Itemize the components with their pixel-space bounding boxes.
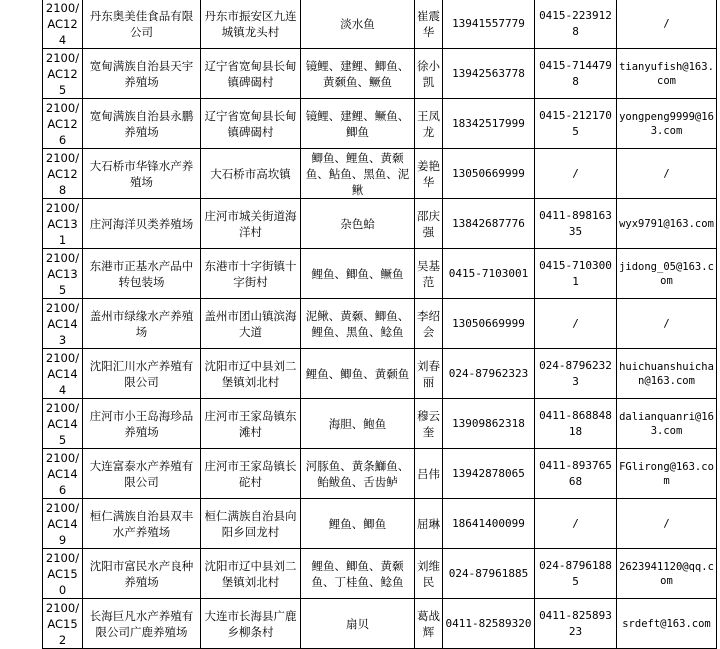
email-cell: tianyufish@163.com <box>617 49 717 99</box>
mobile-cell: 024-87961885 <box>443 549 535 599</box>
farm-name-cell: 庄河市小王岛海珍品养殖场 <box>83 399 201 449</box>
farm-address-cell: 沈阳市辽中县刘二堡镇刘北村 <box>201 349 301 399</box>
email-cell: yongpeng9999@163.com <box>617 99 717 149</box>
mobile-cell: 13842687776 <box>443 199 535 249</box>
email-cell: / <box>617 299 717 349</box>
farm-address-cell: 东港市十字街镇十字街村 <box>201 249 301 299</box>
email-cell: / <box>617 499 717 549</box>
contact-person-cell: 姜艳华 <box>415 149 443 199</box>
table-row <box>43 199 717 249</box>
farm-code-cell: 2100/AC131 <box>43 199 83 249</box>
email-cell: / <box>617 149 717 199</box>
farm-code-cell: 2100/AC143 <box>43 299 83 349</box>
table-row <box>43 299 717 349</box>
farm-name-cell: 长海巨凡水产养殖有限公司广鹿养殖场 <box>83 599 201 649</box>
contact-person-cell: 王凤龙 <box>415 99 443 149</box>
registry-table <box>42 0 717 649</box>
farm-name-cell: 丹东奥美佳食品有限公司 <box>83 0 201 49</box>
farm-address-cell: 大石桥市高坎镇 <box>201 149 301 199</box>
table-row <box>43 149 717 199</box>
farm-name-cell: 大石桥市华锋水产养殖场 <box>83 149 201 199</box>
phone-cell: / <box>535 299 617 349</box>
mobile-cell: 13050669999 <box>443 299 535 349</box>
farm-address-cell: 盖州市团山镇滨海大道 <box>201 299 301 349</box>
mobile-cell: 13942878065 <box>443 449 535 499</box>
farm-name-cell: 沈阳汇川水产养殖有限公司 <box>83 349 201 399</box>
contact-person-cell: 徐小凯 <box>415 49 443 99</box>
contact-person-cell: 葛战辉 <box>415 599 443 649</box>
farm-name-cell: 沈阳市富民水产良种养殖场 <box>83 549 201 599</box>
table-row <box>43 349 717 399</box>
phone-cell: 0415-7144798 <box>535 49 617 99</box>
table-row <box>43 249 717 299</box>
mobile-cell: 18641400099 <box>443 499 535 549</box>
farm-address-cell: 庄河市王家岛镇东滩村 <box>201 399 301 449</box>
species-cell: 鲫鱼、鲤鱼、黄颡鱼、鲇鱼、黑鱼、泥鳅 <box>301 149 415 199</box>
species-cell: 河豚鱼、黄条鰤鱼、鲐鲅鱼、舌齿鲈 <box>301 449 415 499</box>
email-cell: dalianquanri@163.com <box>617 399 717 449</box>
mobile-cell: 18342517999 <box>443 99 535 149</box>
farm-name-cell: 大连富泰水产养殖有限公司 <box>83 449 201 499</box>
email-cell: jidong_05@163.com <box>617 249 717 299</box>
species-cell: 海胆、鲍鱼 <box>301 399 415 449</box>
farm-name-cell: 宽甸满族自治县天宇养殖场 <box>83 49 201 99</box>
species-cell: 鲤鱼、鲫鱼、黄颡鱼 <box>301 349 415 399</box>
mobile-cell: 024-87962323 <box>443 349 535 399</box>
table-row <box>43 549 717 599</box>
species-cell: 鲤鱼、鲫鱼、鳜鱼 <box>301 249 415 299</box>
contact-person-cell: 吴基范 <box>415 249 443 299</box>
table-body <box>43 0 717 649</box>
contact-person-cell: 崔震华 <box>415 0 443 49</box>
table-row <box>43 49 717 99</box>
phone-cell: 0411-89376568 <box>535 449 617 499</box>
farm-address-cell: 庄河市王家岛镇长砣村 <box>201 449 301 499</box>
farm-name-cell: 庄河海洋贝类养殖场 <box>83 199 201 249</box>
farm-address-cell: 大连市长海县广鹿乡柳条村 <box>201 599 301 649</box>
phone-cell: / <box>535 149 617 199</box>
species-cell: 鲤鱼、鲫鱼、黄颡鱼、丁桂鱼、鲶鱼 <box>301 549 415 599</box>
phone-cell: 024-87962323 <box>535 349 617 399</box>
phone-cell: 0415-2239128 <box>535 0 617 49</box>
farm-address-cell: 沈阳市辽中县刘二堡镇刘北村 <box>201 549 301 599</box>
contact-person-cell: 刘春丽 <box>415 349 443 399</box>
farm-code-cell: 2100/AC149 <box>43 499 83 549</box>
contact-person-cell: 邵庆强 <box>415 199 443 249</box>
mobile-cell: 0411-82589320 <box>443 599 535 649</box>
species-cell: 扇贝 <box>301 599 415 649</box>
contact-person-cell: 李绍会 <box>415 299 443 349</box>
farm-address-cell: 桓仁满族自治县向阳乡回龙村 <box>201 499 301 549</box>
phone-cell: 0415-2121705 <box>535 99 617 149</box>
contact-person-cell: 屈琳 <box>415 499 443 549</box>
email-cell: / <box>617 0 717 49</box>
farm-name-cell: 盖州市绿缘水产养殖场 <box>83 299 201 349</box>
farm-address-cell: 辽宁省宽甸县长甸镇碑碣村 <box>201 99 301 149</box>
phone-cell: / <box>535 499 617 549</box>
table-row <box>43 599 717 649</box>
farm-code-cell: 2100/AC124 <box>43 0 83 49</box>
species-cell: 镜鲤、建鲤、鲫鱼、黄颡鱼、鳜鱼 <box>301 49 415 99</box>
table-row <box>43 499 717 549</box>
species-cell: 泥鳅、黄颡、鲫鱼、鲤鱼、黑鱼、鲶鱼 <box>301 299 415 349</box>
email-cell: 2623941120@qq.com <box>617 549 717 599</box>
email-cell: FGlirong@163.com <box>617 449 717 499</box>
mobile-cell: 0415-7103001 <box>443 249 535 299</box>
farm-code-cell: 2100/AC125 <box>43 49 83 99</box>
farm-code-cell: 2100/AC145 <box>43 399 83 449</box>
farm-address-cell: 丹东市振安区九连城镇龙头村 <box>201 0 301 49</box>
farm-code-cell: 2100/AC152 <box>43 599 83 649</box>
farm-address-cell: 辽宁省宽甸县长甸镇碑碣村 <box>201 49 301 99</box>
phone-cell: 024-87961885 <box>535 549 617 599</box>
mobile-cell: 13941557779 <box>443 0 535 49</box>
table-row <box>43 449 717 499</box>
species-cell: 镜鲤、建鲤、鳜鱼、鲫鱼 <box>301 99 415 149</box>
farm-code-cell: 2100/AC144 <box>43 349 83 399</box>
mobile-cell: 13050669999 <box>443 149 535 199</box>
table-row <box>43 0 717 49</box>
farm-code-cell: 2100/AC150 <box>43 549 83 599</box>
species-cell: 鲤鱼、鲫鱼 <box>301 499 415 549</box>
farm-name-cell: 桓仁满族自治县双丰水产养殖场 <box>83 499 201 549</box>
contact-person-cell: 吕伟 <box>415 449 443 499</box>
table-row <box>43 399 717 449</box>
phone-cell: 0411-89816335 <box>535 199 617 249</box>
email-cell: wyx9791@163.com <box>617 199 717 249</box>
farm-code-cell: 2100/AC146 <box>43 449 83 499</box>
species-cell: 淡水鱼 <box>301 0 415 49</box>
farm-address-cell: 庄河市城关街道海洋村 <box>201 199 301 249</box>
email-cell: huichuanshuichan@163.com <box>617 349 717 399</box>
phone-cell: 0411-86884818 <box>535 399 617 449</box>
farm-name-cell: 东港市正基水产品中转包装场 <box>83 249 201 299</box>
contact-person-cell: 刘维民 <box>415 549 443 599</box>
mobile-cell: 13942563778 <box>443 49 535 99</box>
contact-person-cell: 穆云奎 <box>415 399 443 449</box>
farm-name-cell: 宽甸满族自治县永鹏养殖场 <box>83 99 201 149</box>
species-cell: 杂色蛤 <box>301 199 415 249</box>
phone-cell: 0415-7103001 <box>535 249 617 299</box>
phone-cell: 0411-82589323 <box>535 599 617 649</box>
email-cell: srdeft@163.com <box>617 599 717 649</box>
farm-code-cell: 2100/AC126 <box>43 99 83 149</box>
table-row <box>43 99 717 149</box>
farm-code-cell: 2100/AC135 <box>43 249 83 299</box>
farm-code-cell: 2100/AC128 <box>43 149 83 199</box>
mobile-cell: 13909862318 <box>443 399 535 449</box>
